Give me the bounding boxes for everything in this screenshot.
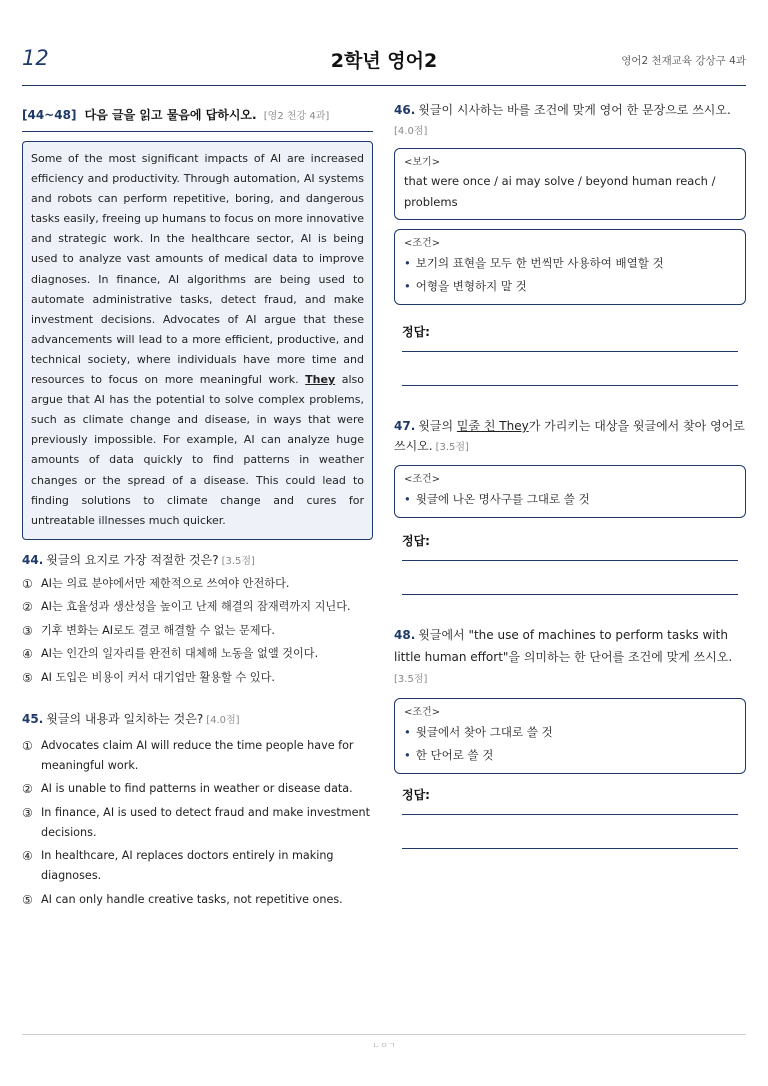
question-44-text: 윗글의 요지로 가장 적절한 것은? bbox=[46, 552, 219, 567]
condition-item: • 윗글에서 찾아 그대로 쓸 것 bbox=[404, 721, 736, 744]
option-item[interactable] bbox=[22, 644, 373, 664]
option-text: AI는 효율성과 생산성을 높이고 난제 해결의 잠재력까지 지닌다. bbox=[41, 600, 351, 614]
option-mark: ⑤ bbox=[22, 670, 33, 685]
condition-item: • 보기의 표현을 모두 한 번씩만 사용하여 배열할 것 bbox=[404, 252, 736, 275]
page-source: 영어2 천재교육 강상구 4과 bbox=[621, 55, 746, 67]
question-44-options bbox=[22, 574, 373, 688]
condition-label: <조건> bbox=[404, 474, 441, 485]
question-47-number: 47. bbox=[394, 419, 416, 433]
answer-label: 정답: bbox=[402, 325, 430, 339]
left-column bbox=[22, 106, 373, 913]
question-47-text-before: 윗글의 bbox=[418, 419, 454, 433]
reading-passage bbox=[22, 141, 373, 540]
condition-item: • 윗글에 나온 명사구를 그대로 쓸 것 bbox=[404, 488, 736, 511]
question-46-condition-box bbox=[394, 229, 746, 305]
question-46-text: 윗글이 시사하는 바를 조건에 맞게 영어 한 문장으로 쓰시오. bbox=[418, 103, 731, 117]
question-47 bbox=[394, 416, 746, 458]
condition-item: • 어형을 변형하지 말 것 bbox=[404, 275, 736, 298]
footer-divider bbox=[22, 1034, 746, 1035]
option-mark: ② bbox=[22, 600, 33, 615]
answer-line[interactable] bbox=[402, 385, 738, 386]
option-text: AI는 인간의 일자리를 완전히 대체해 노동을 없앨 것이다. bbox=[41, 647, 319, 661]
question-45-number: 45. bbox=[22, 711, 44, 726]
passage-text-after: also argue that AI has the potential to solve complex problems, such as climate change and disease, in ways that were previously impossible. For example, AI can analyze huge amounts of data quickly to find patterns in weather changes or the spread of a disease. This could lead to finding solutions to climate change and cures for untreatable illnesses much quicker. bbox=[31, 373, 364, 527]
answer-line[interactable] bbox=[402, 351, 738, 352]
option-mark: ④ bbox=[22, 849, 33, 864]
option-item[interactable] bbox=[22, 597, 373, 617]
option-item[interactable] bbox=[22, 574, 373, 594]
example-text: that were once / ai may solve / beyond human reach / problems bbox=[404, 174, 716, 209]
answer-label: 정답: bbox=[402, 534, 430, 548]
condition-list bbox=[404, 488, 736, 511]
question-45 bbox=[22, 710, 373, 727]
question-46 bbox=[394, 100, 746, 142]
page-title: 2학년 영어2 bbox=[330, 50, 438, 72]
option-item[interactable] bbox=[22, 621, 373, 641]
option-mark: ③ bbox=[22, 623, 33, 638]
condition-label: <조건> bbox=[404, 238, 441, 249]
question-48-answer bbox=[394, 786, 746, 849]
question-48-text: 윗글에서 "the use of machines to perform tasks with little human effort"을 의미하는 한 단어를 조건에 맞게 쓰시오. bbox=[394, 628, 733, 664]
passage-text-before: Some of the most significant impacts of AI are increased efficiency and productivity. Through automation, AI systems and robots can perform repetitive, boring, and dangerous tasks easily, freeing up humans to focus on more innovative and strategic work. In the healthcare sector, AI is being used to analyze vast amounts of medical data to improve diagnoses. In finance, AI algorithms are being used to automate administrative tasks, detect fraud, and make investment decisions. Advocates of AI argue that these advancements will lead to a more efficient, productive, and technical society, where individuals have more time and resources to focus on more meaningful work. bbox=[31, 152, 364, 387]
example-label: <보기> bbox=[404, 157, 441, 168]
question-46-number: 46. bbox=[394, 103, 416, 117]
answer-label: 정답: bbox=[402, 787, 430, 802]
option-text: AI is unable to find patterns in weather or disease data. bbox=[41, 782, 353, 796]
question-47-answer bbox=[394, 532, 746, 595]
instruction-number: [44~48] bbox=[22, 108, 77, 122]
question-47-underlined: 밑줄 친 They bbox=[456, 419, 529, 433]
option-item[interactable] bbox=[22, 890, 373, 910]
option-item[interactable] bbox=[22, 736, 373, 776]
answer-line[interactable] bbox=[402, 814, 738, 815]
question-47-condition-box bbox=[394, 465, 746, 518]
condition-label: <조건> bbox=[404, 706, 441, 718]
question-48-condition-box bbox=[394, 698, 746, 774]
instruction-source: [영2 천강 4과] bbox=[263, 111, 330, 122]
answer-line[interactable] bbox=[402, 560, 738, 561]
question-48 bbox=[394, 625, 746, 691]
right-column bbox=[394, 100, 746, 849]
option-item[interactable] bbox=[22, 803, 373, 843]
option-mark: ③ bbox=[22, 805, 33, 820]
footer-mark: ㄴㅇㄱ bbox=[372, 1041, 396, 1050]
page-number: 12 bbox=[22, 46, 49, 70]
option-mark: ② bbox=[22, 782, 33, 797]
option-text: AI 도입은 비용이 커서 대기업만 활용할 수 있다. bbox=[41, 670, 275, 684]
condition-item: • 한 단어로 쓸 것 bbox=[404, 744, 736, 767]
question-47-points: [3.5점] bbox=[435, 442, 469, 453]
question-45-text: 윗글의 내용과 일치하는 것은? bbox=[46, 711, 204, 726]
question-48-points: [3.5점] bbox=[394, 674, 428, 685]
question-47-text-after: 가 가리키는 대상을 윗글에서 찾아 영어로 쓰시오. bbox=[394, 419, 745, 453]
option-text: AI can only handle creative tasks, not repetitive ones. bbox=[41, 892, 343, 906]
answer-line[interactable] bbox=[402, 594, 738, 595]
option-mark: ① bbox=[22, 738, 33, 753]
question-45-points: [4.0점] bbox=[206, 714, 240, 726]
option-text: In healthcare, AI replaces doctors entirely in making diagnoses. bbox=[41, 849, 334, 883]
question-46-example-box bbox=[394, 148, 746, 220]
option-text: In finance, AI is used to detect fraud and make investment decisions. bbox=[41, 805, 370, 839]
option-mark: ⑤ bbox=[22, 892, 33, 907]
condition-list bbox=[404, 252, 736, 298]
passage-underlined-word: They bbox=[305, 373, 336, 387]
option-text: AI는 의료 분야에서만 제한적으로 쓰여야 안전하다. bbox=[41, 576, 290, 590]
question-45-options bbox=[22, 736, 373, 910]
option-text: Advocates claim AI will reduce the time people have for meaningful work. bbox=[41, 738, 354, 772]
question-46-answer bbox=[394, 323, 746, 386]
option-item[interactable] bbox=[22, 846, 373, 886]
option-mark: ① bbox=[22, 576, 33, 591]
question-48-number: 48. bbox=[394, 628, 416, 642]
question-46-points: [4.0점] bbox=[394, 126, 428, 137]
option-text: 기후 변화는 AI로도 결코 해결할 수 없는 문제다. bbox=[41, 623, 275, 637]
passage-instruction bbox=[22, 106, 373, 132]
page-header bbox=[22, 38, 746, 86]
answer-line[interactable] bbox=[402, 848, 738, 849]
option-item[interactable] bbox=[22, 779, 373, 799]
question-44-number: 44. bbox=[22, 552, 44, 567]
question-44 bbox=[22, 551, 373, 568]
instruction-text: 다음 글을 읽고 물음에 답하시오. bbox=[84, 108, 257, 122]
option-mark: ④ bbox=[22, 647, 33, 662]
option-item[interactable] bbox=[22, 668, 373, 688]
question-44-points: [3.5점] bbox=[221, 555, 255, 567]
condition-list bbox=[404, 721, 736, 767]
